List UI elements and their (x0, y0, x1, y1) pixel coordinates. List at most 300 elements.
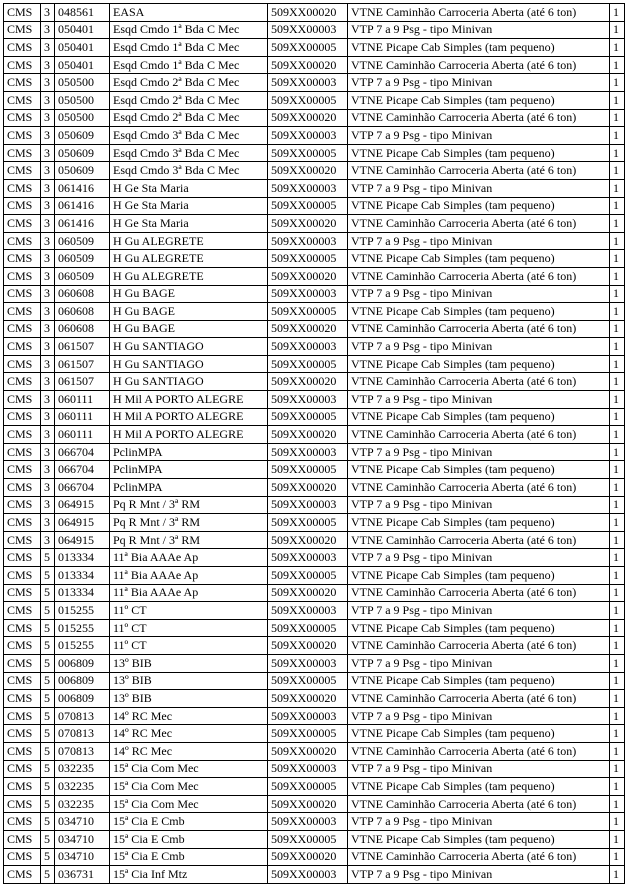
command-cell: CMS (4, 162, 41, 180)
item-code-cell: 509XX00003 (268, 285, 348, 303)
table-row (4, 725, 625, 743)
item-code-cell: 509XX00003 (268, 707, 348, 725)
table-row (4, 866, 625, 884)
vehicle-type-cell: VTP 7 a 9 Psg - tipo Minivan (348, 127, 610, 145)
unit-code-cell: 050609 (55, 144, 110, 162)
region-cell: 5 (41, 707, 55, 725)
unit-code-cell: 013334 (55, 549, 110, 567)
quantity-cell: 1 (610, 672, 625, 690)
item-code-cell: 509XX00020 (268, 162, 348, 180)
unit-code-cell: 061507 (55, 338, 110, 356)
vehicle-type-cell: VTP 7 a 9 Psg - tipo Minivan (348, 707, 610, 725)
unit-name-cell: Pq R Mnt / 3ª RM (110, 531, 268, 549)
quantity-cell: 1 (610, 144, 625, 162)
unit-code-cell: 050401 (55, 56, 110, 74)
unit-name-cell: 11º CT (110, 637, 268, 655)
quantity-cell: 1 (610, 127, 625, 145)
unit-name-cell: Pq R Mnt / 3ª RM (110, 496, 268, 514)
unit-name-cell: H Mil A PORTO ALEGRE (110, 408, 268, 426)
region-cell: 3 (41, 285, 55, 303)
command-cell: CMS (4, 795, 41, 813)
vehicle-type-cell: VTP 7 a 9 Psg - tipo Minivan (348, 496, 610, 514)
item-code-cell: 509XX00005 (268, 830, 348, 848)
item-code-cell: 509XX00020 (268, 531, 348, 549)
vehicle-type-cell: VTP 7 a 9 Psg - tipo Minivan (348, 21, 610, 39)
unit-code-cell: 006809 (55, 690, 110, 708)
table-row (4, 56, 625, 74)
quantity-cell: 1 (610, 567, 625, 585)
vehicle-type-cell: VTNE Caminhão Carroceria Aberta (até 6 ton) (348, 637, 610, 655)
item-code-cell: 509XX00020 (268, 320, 348, 338)
table-row (4, 250, 625, 268)
region-cell: 5 (41, 795, 55, 813)
table-row (4, 179, 625, 197)
unit-name-cell: Esqd Cmdo 1ª Bda C Mec (110, 56, 268, 74)
command-cell: CMS (4, 514, 41, 532)
region-cell: 3 (41, 355, 55, 373)
item-code-cell: 509XX00005 (268, 250, 348, 268)
region-cell: 3 (41, 39, 55, 57)
table-row (4, 285, 625, 303)
command-cell: CMS (4, 707, 41, 725)
command-cell: CMS (4, 866, 41, 884)
quantity-cell: 1 (610, 760, 625, 778)
item-code-cell: 509XX00003 (268, 127, 348, 145)
vehicle-type-cell: VTNE Picape Cab Simples (tam pequeno) (348, 567, 610, 585)
item-code-cell: 509XX00020 (268, 109, 348, 127)
unit-code-cell: 050500 (55, 109, 110, 127)
unit-code-cell: 013334 (55, 567, 110, 585)
region-cell: 3 (41, 496, 55, 514)
region-cell: 5 (41, 654, 55, 672)
region-cell: 3 (41, 250, 55, 268)
quantity-cell: 1 (610, 514, 625, 532)
unit-name-cell: Esqd Cmdo 3ª Bda C Mec (110, 127, 268, 145)
quantity-cell: 1 (610, 742, 625, 760)
vehicle-type-cell: VTP 7 a 9 Psg - tipo Minivan (348, 179, 610, 197)
command-cell: CMS (4, 426, 41, 444)
vehicle-type-cell: VTNE Caminhão Carroceria Aberta (até 6 ton) (348, 426, 610, 444)
region-cell: 3 (41, 408, 55, 426)
item-code-cell: 509XX00020 (268, 373, 348, 391)
unit-code-cell: 060608 (55, 320, 110, 338)
table-row (4, 408, 625, 426)
unit-name-cell: H Gu BAGE (110, 303, 268, 321)
item-code-cell: 509XX00005 (268, 567, 348, 585)
table-row (4, 267, 625, 285)
unit-code-cell: 006809 (55, 654, 110, 672)
command-cell: CMS (4, 355, 41, 373)
vehicle-type-cell: VTNE Caminhão Carroceria Aberta (até 6 ton) (348, 4, 610, 22)
region-cell: 3 (41, 127, 55, 145)
vehicle-type-cell: VTNE Caminhão Carroceria Aberta (até 6 ton) (348, 742, 610, 760)
command-cell: CMS (4, 197, 41, 215)
command-cell: CMS (4, 443, 41, 461)
quantity-cell: 1 (610, 443, 625, 461)
quantity-cell: 1 (610, 21, 625, 39)
table-row (4, 496, 625, 514)
quantity-cell: 1 (610, 267, 625, 285)
vehicle-type-cell: VTNE Picape Cab Simples (tam pequeno) (348, 619, 610, 637)
unit-code-cell: 066704 (55, 461, 110, 479)
vehicle-type-cell: VTP 7 a 9 Psg - tipo Minivan (348, 285, 610, 303)
unit-code-cell: 060111 (55, 391, 110, 409)
unit-name-cell: Esqd Cmdo 3ª Bda C Mec (110, 144, 268, 162)
vehicle-type-cell: VTNE Picape Cab Simples (tam pequeno) (348, 778, 610, 796)
command-cell: CMS (4, 250, 41, 268)
region-cell: 5 (41, 866, 55, 884)
unit-name-cell: 13º BIB (110, 672, 268, 690)
unit-code-cell: 061416 (55, 179, 110, 197)
unit-name-cell: 15ª Cia Com Mec (110, 778, 268, 796)
quantity-cell: 1 (610, 303, 625, 321)
table-row (4, 215, 625, 233)
unit-name-cell: 11ª Bia AAAe Ap (110, 584, 268, 602)
command-cell: CMS (4, 373, 41, 391)
region-cell: 5 (41, 567, 55, 585)
unit-name-cell: PclinMPA (110, 443, 268, 461)
region-cell: 3 (41, 426, 55, 444)
vehicle-type-cell: VTP 7 a 9 Psg - tipo Minivan (348, 338, 610, 356)
unit-code-cell: 034710 (55, 830, 110, 848)
item-code-cell: 509XX00020 (268, 267, 348, 285)
unit-code-cell: 064915 (55, 531, 110, 549)
vehicle-type-cell: VTP 7 a 9 Psg - tipo Minivan (348, 866, 610, 884)
quantity-cell: 1 (610, 584, 625, 602)
table-row (4, 742, 625, 760)
quantity-cell: 1 (610, 725, 625, 743)
table-row (4, 514, 625, 532)
item-code-cell: 509XX00003 (268, 391, 348, 409)
unit-code-cell: 050401 (55, 21, 110, 39)
unit-name-cell: H Gu ALEGRETE (110, 267, 268, 285)
command-cell: CMS (4, 338, 41, 356)
vehicle-type-cell: VTNE Picape Cab Simples (tam pequeno) (348, 144, 610, 162)
quantity-cell: 1 (610, 338, 625, 356)
region-cell: 3 (41, 179, 55, 197)
unit-code-cell: 064915 (55, 514, 110, 532)
unit-code-cell: 015255 (55, 602, 110, 620)
quantity-cell: 1 (610, 531, 625, 549)
region-cell: 3 (41, 91, 55, 109)
unit-name-cell: H Mil A PORTO ALEGRE (110, 426, 268, 444)
region-cell: 3 (41, 4, 55, 22)
command-cell: CMS (4, 654, 41, 672)
table-row (4, 391, 625, 409)
unit-code-cell: 060111 (55, 426, 110, 444)
unit-name-cell: Esqd Cmdo 2ª Bda C Mec (110, 74, 268, 92)
item-code-cell: 509XX00003 (268, 179, 348, 197)
item-code-cell: 509XX00003 (268, 654, 348, 672)
table-row (4, 74, 625, 92)
vehicle-type-cell: VTNE Picape Cab Simples (tam pequeno) (348, 514, 610, 532)
region-cell: 3 (41, 531, 55, 549)
command-cell: CMS (4, 479, 41, 497)
region-cell: 5 (41, 584, 55, 602)
quantity-cell: 1 (610, 355, 625, 373)
item-code-cell: 509XX00005 (268, 778, 348, 796)
table-row (4, 813, 625, 831)
unit-code-cell: 050401 (55, 39, 110, 57)
item-code-cell: 509XX00005 (268, 514, 348, 532)
vehicle-type-cell: VTNE Caminhão Carroceria Aberta (até 6 ton) (348, 320, 610, 338)
table-row (4, 21, 625, 39)
unit-name-cell: 11ª Bia AAAe Ap (110, 549, 268, 567)
vehicle-type-cell: VTP 7 a 9 Psg - tipo Minivan (348, 391, 610, 409)
command-cell: CMS (4, 391, 41, 409)
vehicle-type-cell: VTNE Picape Cab Simples (tam pequeno) (348, 461, 610, 479)
table-row (4, 479, 625, 497)
unit-name-cell: 15ª Cia Com Mec (110, 760, 268, 778)
table-row (4, 654, 625, 672)
unit-name-cell: 15ª Cia E Cmb (110, 830, 268, 848)
unit-name-cell: PclinMPA (110, 461, 268, 479)
table-row (4, 109, 625, 127)
table-row (4, 778, 625, 796)
region-cell: 5 (41, 760, 55, 778)
quantity-cell: 1 (610, 391, 625, 409)
vehicle-type-cell: VTP 7 a 9 Psg - tipo Minivan (348, 813, 610, 831)
unit-name-cell: H Gu BAGE (110, 285, 268, 303)
unit-name-cell: 11ª Bia AAAe Ap (110, 567, 268, 585)
vehicle-type-cell: VTNE Caminhão Carroceria Aberta (até 6 ton) (348, 162, 610, 180)
region-cell: 3 (41, 109, 55, 127)
unit-name-cell: Pq R Mnt / 3ª RM (110, 514, 268, 532)
region-cell: 3 (41, 197, 55, 215)
item-code-cell: 509XX00020 (268, 56, 348, 74)
unit-code-cell: 061416 (55, 197, 110, 215)
unit-code-cell: 061507 (55, 373, 110, 391)
unit-name-cell: 13º BIB (110, 690, 268, 708)
command-cell: CMS (4, 813, 41, 831)
vehicle-type-cell: VTNE Caminhão Carroceria Aberta (até 6 ton) (348, 531, 610, 549)
command-cell: CMS (4, 496, 41, 514)
table-row (4, 426, 625, 444)
command-cell: CMS (4, 690, 41, 708)
unit-name-cell: 14º RC Mec (110, 742, 268, 760)
command-cell: CMS (4, 848, 41, 866)
table-row (4, 461, 625, 479)
item-code-cell: 509XX00005 (268, 91, 348, 109)
region-cell: 5 (41, 725, 55, 743)
quantity-cell: 1 (610, 285, 625, 303)
item-code-cell: 509XX00003 (268, 74, 348, 92)
table-row (4, 443, 625, 461)
item-code-cell: 509XX00020 (268, 795, 348, 813)
unit-name-cell: 15ª Cia E Cmb (110, 848, 268, 866)
table-body (4, 4, 625, 884)
unit-code-cell: 032235 (55, 778, 110, 796)
command-cell: CMS (4, 91, 41, 109)
quantity-cell: 1 (610, 830, 625, 848)
table-row (4, 830, 625, 848)
table-row (4, 127, 625, 145)
unit-code-cell: 064915 (55, 496, 110, 514)
item-code-cell: 509XX00005 (268, 303, 348, 321)
table-row (4, 619, 625, 637)
vehicle-type-cell: VTNE Picape Cab Simples (tam pequeno) (348, 830, 610, 848)
quantity-cell: 1 (610, 215, 625, 233)
unit-code-cell: 066704 (55, 479, 110, 497)
quantity-cell: 1 (610, 74, 625, 92)
table-row (4, 584, 625, 602)
table-row (4, 144, 625, 162)
command-cell: CMS (4, 619, 41, 637)
unit-name-cell: Esqd Cmdo 1ª Bda C Mec (110, 39, 268, 57)
vehicle-type-cell: VTNE Caminhão Carroceria Aberta (até 6 ton) (348, 267, 610, 285)
unit-name-cell: 15ª Cia Inf Mtz (110, 866, 268, 884)
item-code-cell: 509XX00020 (268, 215, 348, 233)
vehicle-type-cell: VTNE Picape Cab Simples (tam pequeno) (348, 39, 610, 57)
vehicle-type-cell: VTNE Picape Cab Simples (tam pequeno) (348, 672, 610, 690)
unit-code-cell: 060608 (55, 303, 110, 321)
command-cell: CMS (4, 742, 41, 760)
unit-code-cell: 032235 (55, 760, 110, 778)
item-code-cell: 509XX00020 (268, 848, 348, 866)
command-cell: CMS (4, 637, 41, 655)
table-row (4, 690, 625, 708)
unit-name-cell: H Gu BAGE (110, 320, 268, 338)
command-cell: CMS (4, 21, 41, 39)
quantity-cell: 1 (610, 778, 625, 796)
unit-name-cell: 13º BIB (110, 654, 268, 672)
quantity-cell: 1 (610, 320, 625, 338)
region-cell: 3 (41, 162, 55, 180)
region-cell: 5 (41, 742, 55, 760)
quantity-cell: 1 (610, 690, 625, 708)
unit-code-cell: 050500 (55, 74, 110, 92)
region-cell: 5 (41, 619, 55, 637)
command-cell: CMS (4, 567, 41, 585)
vehicle-type-cell: VTNE Picape Cab Simples (tam pequeno) (348, 91, 610, 109)
region-cell: 3 (41, 338, 55, 356)
quantity-cell: 1 (610, 250, 625, 268)
unit-code-cell: 070813 (55, 742, 110, 760)
unit-code-cell: 015255 (55, 619, 110, 637)
quantity-cell: 1 (610, 232, 625, 250)
unit-name-cell: Esqd Cmdo 2ª Bda C Mec (110, 109, 268, 127)
table-row (4, 39, 625, 57)
quantity-cell: 1 (610, 373, 625, 391)
item-code-cell: 509XX00020 (268, 742, 348, 760)
unit-name-cell: H Gu SANTIAGO (110, 338, 268, 356)
document-page (3, 3, 625, 884)
quantity-cell: 1 (610, 496, 625, 514)
region-cell: 3 (41, 443, 55, 461)
quantity-cell: 1 (610, 654, 625, 672)
command-cell: CMS (4, 285, 41, 303)
item-code-cell: 509XX00003 (268, 866, 348, 884)
region-cell: 3 (41, 391, 55, 409)
quantity-cell: 1 (610, 426, 625, 444)
table-row (4, 549, 625, 567)
unit-name-cell: H Ge Sta Maria (110, 197, 268, 215)
region-cell: 5 (41, 778, 55, 796)
region-cell: 3 (41, 320, 55, 338)
region-cell: 3 (41, 232, 55, 250)
region-cell: 5 (41, 813, 55, 831)
vehicle-type-cell: VTP 7 a 9 Psg - tipo Minivan (348, 654, 610, 672)
vehicle-type-cell: VTNE Caminhão Carroceria Aberta (até 6 ton) (348, 584, 610, 602)
quantity-cell: 1 (610, 549, 625, 567)
unit-name-cell: H Mil A PORTO ALEGRE (110, 391, 268, 409)
vehicle-type-cell: VTNE Caminhão Carroceria Aberta (até 6 ton) (348, 690, 610, 708)
item-code-cell: 509XX00003 (268, 549, 348, 567)
table-row (4, 320, 625, 338)
region-cell: 5 (41, 690, 55, 708)
unit-code-cell: 050609 (55, 127, 110, 145)
item-code-cell: 509XX00003 (268, 760, 348, 778)
region-cell: 3 (41, 144, 55, 162)
unit-name-cell: 15ª Cia Com Mec (110, 795, 268, 813)
quantity-cell: 1 (610, 39, 625, 57)
unit-code-cell: 060111 (55, 408, 110, 426)
region-cell: 3 (41, 373, 55, 391)
table-row (4, 373, 625, 391)
vehicle-type-cell: VTP 7 a 9 Psg - tipo Minivan (348, 760, 610, 778)
unit-name-cell: EASA (110, 4, 268, 22)
vehicle-type-cell: VTNE Picape Cab Simples (tam pequeno) (348, 197, 610, 215)
quantity-cell: 1 (610, 179, 625, 197)
unit-name-cell: PclinMPA (110, 479, 268, 497)
unit-code-cell: 006809 (55, 672, 110, 690)
vehicle-type-cell: VTNE Caminhão Carroceria Aberta (até 6 ton) (348, 109, 610, 127)
unit-name-cell: 14º RC Mec (110, 707, 268, 725)
table-row (4, 303, 625, 321)
table-row (4, 567, 625, 585)
quantity-cell: 1 (610, 795, 625, 813)
quantity-cell: 1 (610, 619, 625, 637)
unit-name-cell: H Ge Sta Maria (110, 215, 268, 233)
vehicle-type-cell: VTP 7 a 9 Psg - tipo Minivan (348, 602, 610, 620)
unit-name-cell: 11º CT (110, 619, 268, 637)
item-code-cell: 509XX00003 (268, 21, 348, 39)
unit-code-cell: 050500 (55, 91, 110, 109)
item-code-cell: 509XX00005 (268, 461, 348, 479)
unit-name-cell: 11º CT (110, 602, 268, 620)
quantity-cell: 1 (610, 461, 625, 479)
command-cell: CMS (4, 531, 41, 549)
item-code-cell: 509XX00003 (268, 496, 348, 514)
vehicle-type-cell: VTP 7 a 9 Psg - tipo Minivan (348, 232, 610, 250)
region-cell: 3 (41, 514, 55, 532)
command-cell: CMS (4, 320, 41, 338)
command-cell: CMS (4, 215, 41, 233)
region-cell: 3 (41, 267, 55, 285)
command-cell: CMS (4, 408, 41, 426)
unit-code-cell: 070813 (55, 707, 110, 725)
command-cell: CMS (4, 461, 41, 479)
command-cell: CMS (4, 127, 41, 145)
unit-code-cell: 034710 (55, 848, 110, 866)
vehicle-type-cell: VTP 7 a 9 Psg - tipo Minivan (348, 443, 610, 461)
vehicle-type-cell: VTNE Caminhão Carroceria Aberta (até 6 ton) (348, 56, 610, 74)
vehicle-type-cell: VTNE Picape Cab Simples (tam pequeno) (348, 250, 610, 268)
region-cell: 3 (41, 74, 55, 92)
region-cell: 3 (41, 479, 55, 497)
table-row (4, 795, 625, 813)
quantity-cell: 1 (610, 813, 625, 831)
unit-code-cell: 015255 (55, 637, 110, 655)
vehicle-type-cell: VTNE Caminhão Carroceria Aberta (até 6 ton) (348, 479, 610, 497)
unit-name-cell: H Gu SANTIAGO (110, 355, 268, 373)
command-cell: CMS (4, 778, 41, 796)
item-code-cell: 509XX00003 (268, 232, 348, 250)
vehicle-type-cell: VTNE Picape Cab Simples (tam pequeno) (348, 408, 610, 426)
vehicle-type-cell: VTNE Picape Cab Simples (tam pequeno) (348, 355, 610, 373)
item-code-cell: 509XX00005 (268, 197, 348, 215)
command-cell: CMS (4, 672, 41, 690)
